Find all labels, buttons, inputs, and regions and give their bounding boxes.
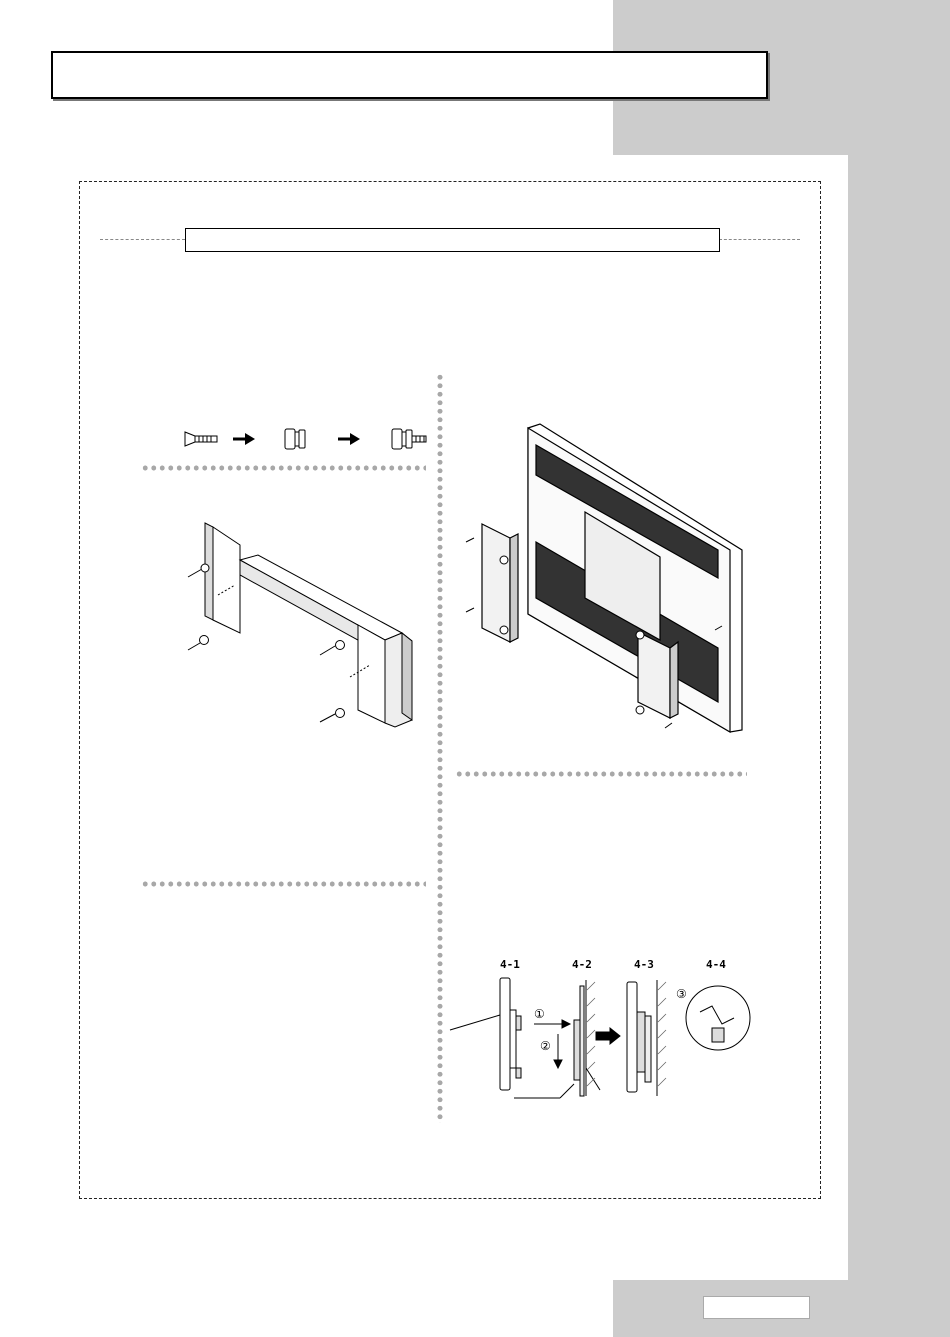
page-number-box: [703, 1296, 810, 1319]
step-divider-1: [141, 465, 426, 471]
column-divider: [437, 373, 443, 1123]
screw-assembly-diagram: [175, 420, 435, 460]
screw-icon: [185, 432, 217, 446]
arrow-right-icon: [338, 433, 360, 445]
side-bar-right: [848, 155, 950, 1337]
step-label-4-1: 4-1: [500, 958, 520, 971]
marker-1: ①: [534, 1007, 545, 1021]
arrow-right-icon: [233, 433, 255, 445]
assembled-screw-icon: [392, 429, 426, 449]
bracket-assembly-diagram: [180, 515, 430, 740]
tv-rear-diagram: [460, 420, 750, 740]
section-title-right-rule: [719, 239, 800, 240]
page-title: [51, 51, 768, 99]
step-label-4-3: 4-3: [634, 958, 654, 971]
spacer-icon: [285, 429, 305, 449]
wall-mount-sequence-diagram: [450, 950, 760, 1100]
marker-3: ③: [676, 987, 687, 1001]
step-label-4-4: 4-4: [706, 958, 726, 971]
step-label-4-2: 4-2: [572, 958, 592, 971]
step-divider-2: [455, 771, 747, 777]
step-divider-3: [141, 881, 426, 887]
marker-2: ②: [540, 1039, 551, 1053]
section-title: [185, 228, 720, 252]
section-title-left-rule: [100, 239, 185, 240]
